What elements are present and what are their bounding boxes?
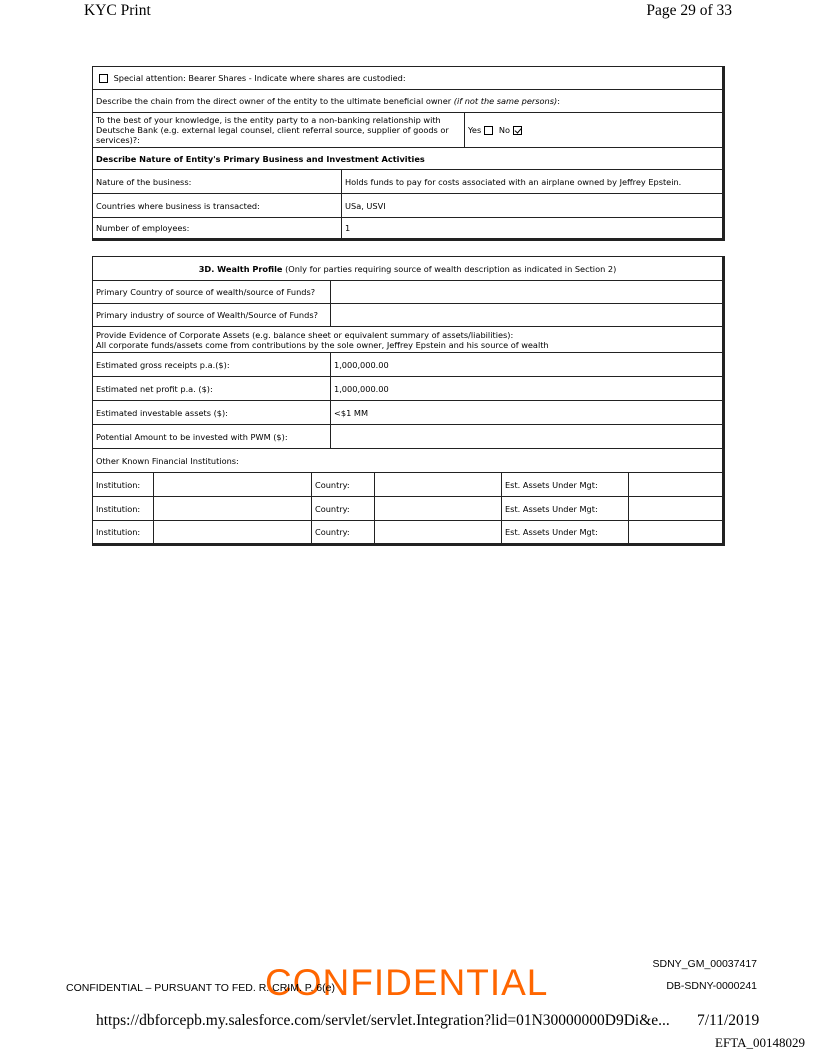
yes-label: Yes	[468, 125, 482, 135]
institution-label: Institution:	[93, 497, 154, 521]
investable-assets-label: Estimated investable assets ($):	[93, 401, 331, 425]
employees-label: Number of employees:	[93, 218, 342, 240]
no-checkbox[interactable]	[513, 126, 522, 135]
nature-label: Nature of the business:	[93, 170, 342, 194]
wealth-profile-title	[93, 257, 724, 281]
bearer-shares-row	[93, 67, 724, 90]
institution-row	[93, 473, 724, 497]
countries-label: Countries where business is transacted:	[93, 194, 342, 218]
country-label: Country:	[312, 497, 375, 521]
investable-assets-value: <$1 MM	[331, 401, 724, 425]
institution-value[interactable]	[154, 521, 312, 545]
bates-number-db: DB-SDNY-0000241	[666, 980, 757, 992]
primary-country-label: Primary Country of source of wealth/source of Funds?	[93, 281, 331, 304]
confidential-notice: CONFIDENTIAL – PURSUANT TO FED. R. CRIM. P. 6(e)	[66, 982, 335, 994]
assets-label: Est. Assets Under Mgt:	[502, 521, 629, 545]
other-institutions-label: Other Known Financial Institutions:	[93, 449, 724, 473]
assets-value[interactable]	[629, 521, 724, 545]
pwm-amount-value[interactable]	[331, 425, 724, 449]
source-url: https://dbforcepb.my.salesforce.com/servlet/servlet.Integration?lid=01N30000000D9Di&e...	[96, 1012, 670, 1029]
nature-heading: Describe Nature of Entity's Primary Business and Investment Activities	[93, 148, 724, 170]
country-label: Country:	[312, 473, 375, 497]
assets-label: Est. Assets Under Mgt:	[502, 473, 629, 497]
evidence-label: Provide Evidence of Corporate Assets (e.g. balance sheet or equivalent summary of assets/liabilities):	[96, 329, 514, 340]
institution-label: Institution:	[93, 521, 154, 545]
assets-value[interactable]	[629, 497, 724, 521]
country-value[interactable]	[375, 521, 502, 545]
corporate-assets-evidence	[93, 327, 724, 353]
page-number: Page 29 of 33	[646, 2, 732, 19]
assets-value[interactable]	[629, 473, 724, 497]
primary-industry-value[interactable]	[331, 304, 724, 327]
wealth-profile-table	[92, 256, 725, 546]
print-date: 7/11/2019	[697, 1012, 760, 1029]
primary-industry-label: Primary industry of source of Wealth/Source of Funds?	[93, 304, 331, 327]
country-value[interactable]	[375, 497, 502, 521]
employees-value: 1	[342, 218, 724, 240]
yes-checkbox[interactable]	[484, 126, 493, 135]
non-banking-answer	[465, 113, 724, 148]
ownership-chain-suffix: :	[557, 96, 560, 106]
wealth-profile-title-bold: 3D. Wealth Profile	[198, 263, 283, 274]
gross-receipts-label: Estimated gross receipts p.a.($):	[93, 353, 331, 377]
nature-value: Holds funds to pay for costs associated with an airplane owned by Jeffrey Epstein.	[342, 170, 724, 194]
country-value[interactable]	[375, 473, 502, 497]
no-label: No	[498, 125, 510, 135]
entity-info-table	[92, 66, 725, 241]
assets-label: Est. Assets Under Mgt:	[502, 497, 629, 521]
countries-value: USa, USVI	[342, 194, 724, 218]
institution-row	[93, 497, 724, 521]
net-profit-value: 1,000,000.00	[331, 377, 724, 401]
evidence-value: All corporate funds/assets come from contributions by the sole owner, Jeffrey Epstein and his source of wealth	[96, 339, 549, 350]
pwm-amount-label: Potential Amount to be invested with PWM ($):	[93, 425, 331, 449]
institution-row	[93, 521, 724, 545]
ownership-chain-row	[93, 90, 724, 113]
ownership-chain-italic: (if not the same persons)	[453, 96, 558, 106]
confidential-stamp: CONFIDENTIAL	[265, 962, 549, 1003]
bearer-shares-checkbox[interactable]	[99, 74, 108, 83]
net-profit-label: Estimated net profit p.a. ($):	[93, 377, 331, 401]
page-header-title: KYC Print	[84, 2, 151, 19]
bates-number: SDNY_GM_00037417	[652, 958, 757, 970]
gross-receipts-value: 1,000,000.00	[331, 353, 724, 377]
institution-value[interactable]	[154, 497, 312, 521]
institution-value[interactable]	[154, 473, 312, 497]
ownership-chain-label: Describe the chain from the direct owner of the entity to the ultimate beneficial owner	[96, 96, 454, 106]
bearer-shares-label: Special attention: Bearer Shares - Indicate where shares are custodied:	[113, 73, 406, 83]
efta-number: EFTA_00148029	[715, 1035, 805, 1050]
wealth-profile-title-note: (Only for parties requiring source of wealth description as indicated in Section 2)	[282, 263, 617, 274]
country-label: Country:	[312, 521, 375, 545]
primary-country-value[interactable]	[331, 281, 724, 304]
non-banking-question: To the best of your knowledge, is the entity party to a non-banking relationship with Deutsche Bank (e.g. external legal counsel, client referral source, supplier of goods or services)?:	[93, 113, 465, 148]
institution-label: Institution:	[93, 473, 154, 497]
